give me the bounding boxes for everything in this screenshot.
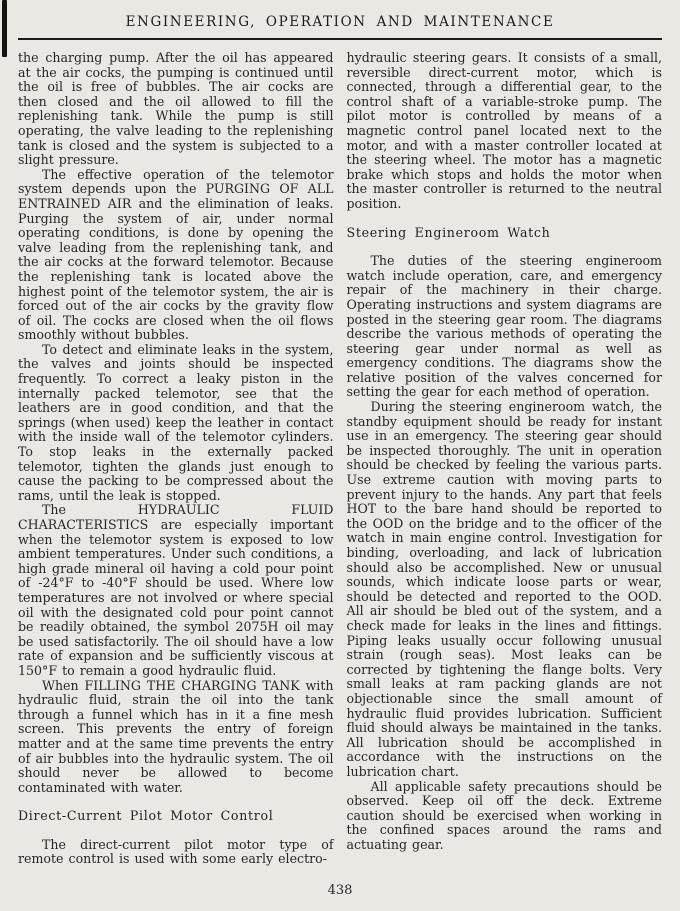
section-heading-steering-engineroom-watch: Steering Engineroom Watch bbox=[346, 224, 551, 240]
paragraph: During the steering engineroom watch, the standby equipment should be ready for instant use in an emergency. The steering gear should be inspected thoroughly. The unit in operation should be checked by feeling the various parts. Use extreme caution with moving parts to prevent injury to the hands. Any part that feels HOT to the bare hand should be reported to the OOD on the bridge and to the officer of the watch in main engine control. Investigation for binding, overloading, and lack of lubrication should also be accomplished. New or unusual sounds, which indicate loose parts or wear, should be detected and reported to the OOD. All air should be bled out of the system, and a check made for leaks in the lines and fittings. Piping leaks usually occur following unusual strain (rough seas). Most leaks can be corrected by tightening the flange bolts. Very small leaks at ram packing glands are not objectionable since the small amount of hydraulic fluid provides lubrication. Sufficient fluid should always be maintained in the tanks. All lubrication should be accomplished in accordance with the instructions on the lubrication chart. bbox=[346, 399, 662, 779]
paragraph: When FILLING THE CHARGING TANK with hydraulic fluid, strain the oil into the tank through a funnel which has in it a fine mesh screen. This prevents the entry of foreign matter and at the same time prevents the entry of air bubbles into the hydraulic system. The oil should never be allowed to become contaminated with water. bbox=[18, 677, 334, 795]
scan-artifact-line bbox=[2, 0, 7, 57]
left-column bbox=[18, 51, 334, 867]
page-number: 438 bbox=[327, 883, 353, 898]
paragraph: the charging pump. After the oil has appeared at the air cocks, the pumping is continued until the oil is free of bubbles. The air cocks are then closed and the oil allowed to fill the replenishing tank. While the pump is still operating, the valve leading to the replenishing tank is closed and the system is subjected to a slight pressure. bbox=[18, 50, 334, 168]
content-columns bbox=[18, 51, 662, 867]
paragraph: hydraulic steering gears. It consists of a small, reversible direct-current motor, which is connected, through a differential gear, to the control shaft of a variable-stroke pump. The pilot motor is controlled by means of a magnetic control panel located next to the motor, and with a master controller located at the steering wheel. The motor has a magnetic brake which stops and holds the motor when the master controller is returned to the neutral position. bbox=[346, 50, 662, 211]
paragraph: The duties of the steering engineroom watch include operation, care, and emergency repair of the machinery in their charge. Operating instructions and system diagrams are posted in the steering gear room. The diagrams describe the various methods of operating the steering gear under normal as well as emergency conditions. The diagrams show the relative position of the valves concerned for setting the gear for each method of operation. bbox=[346, 253, 662, 400]
paragraph: All applicable safety precautions should be observed. Keep oil off the deck. Extreme caution should be exercised when working in the confined spaces around the rams and actuating gear. bbox=[346, 778, 662, 852]
paragraph: The effective operation of the telemotor system depends upon the PURGING OF ALL ENTRAINED AIR and the elimination of leaks. Purging the system of air, under normal operating conditions, is done by opening the valve leading from the replenishing tank, and the air cocks at the forward telemotor. Because the replenishing tank is located above the highest point of the telemotor system, the air is forced out of the air cocks by the gravity flow of oil. The cocks are closed when the oil flows smoothly without bubbles. bbox=[18, 166, 334, 343]
page-header-title: ENGINEERING, OPERATION AND MAINTENANCE bbox=[125, 14, 555, 30]
header-rule bbox=[18, 38, 662, 40]
section-heading-direct-current-pilot-motor-control: Direct-Current Pilot Motor Control bbox=[18, 808, 274, 824]
paragraph: The direct-current pilot motor type of remote control is used with some early electro- bbox=[18, 836, 334, 867]
right-column bbox=[347, 51, 663, 867]
paragraph: To detect and eliminate leaks in the system, the valves and joints should be inspected frequently. To correct a leaky piston in the internally packed telemotor, see that the leathers are in good condition, and that the springs (when used) keep the leather in contact with the inside wall of the telemotor cylinders. To stop leaks in the externally packed telemotor, tighten the glands just enough to cause the packing to be compressed about the rams, until the leak is stopped. bbox=[18, 341, 334, 503]
paragraph: The HYDRAULIC FLUID CHARACTERISTICS are especially important when the telemotor system is exposed to low ambient temperatures. Under such conditions, a high grade mineral oil having a cold pour point of -24°F to -40°F should be used. Where low temperatures are not involved or where special oil with the designated cold pour point cannot be readily obtained, the symbol 2075H oil may be used satisfactorily. The oil should have a low rate of expansion and be sufficiently viscous at 150°F to remain a good hydraulic fluid. bbox=[18, 502, 334, 678]
